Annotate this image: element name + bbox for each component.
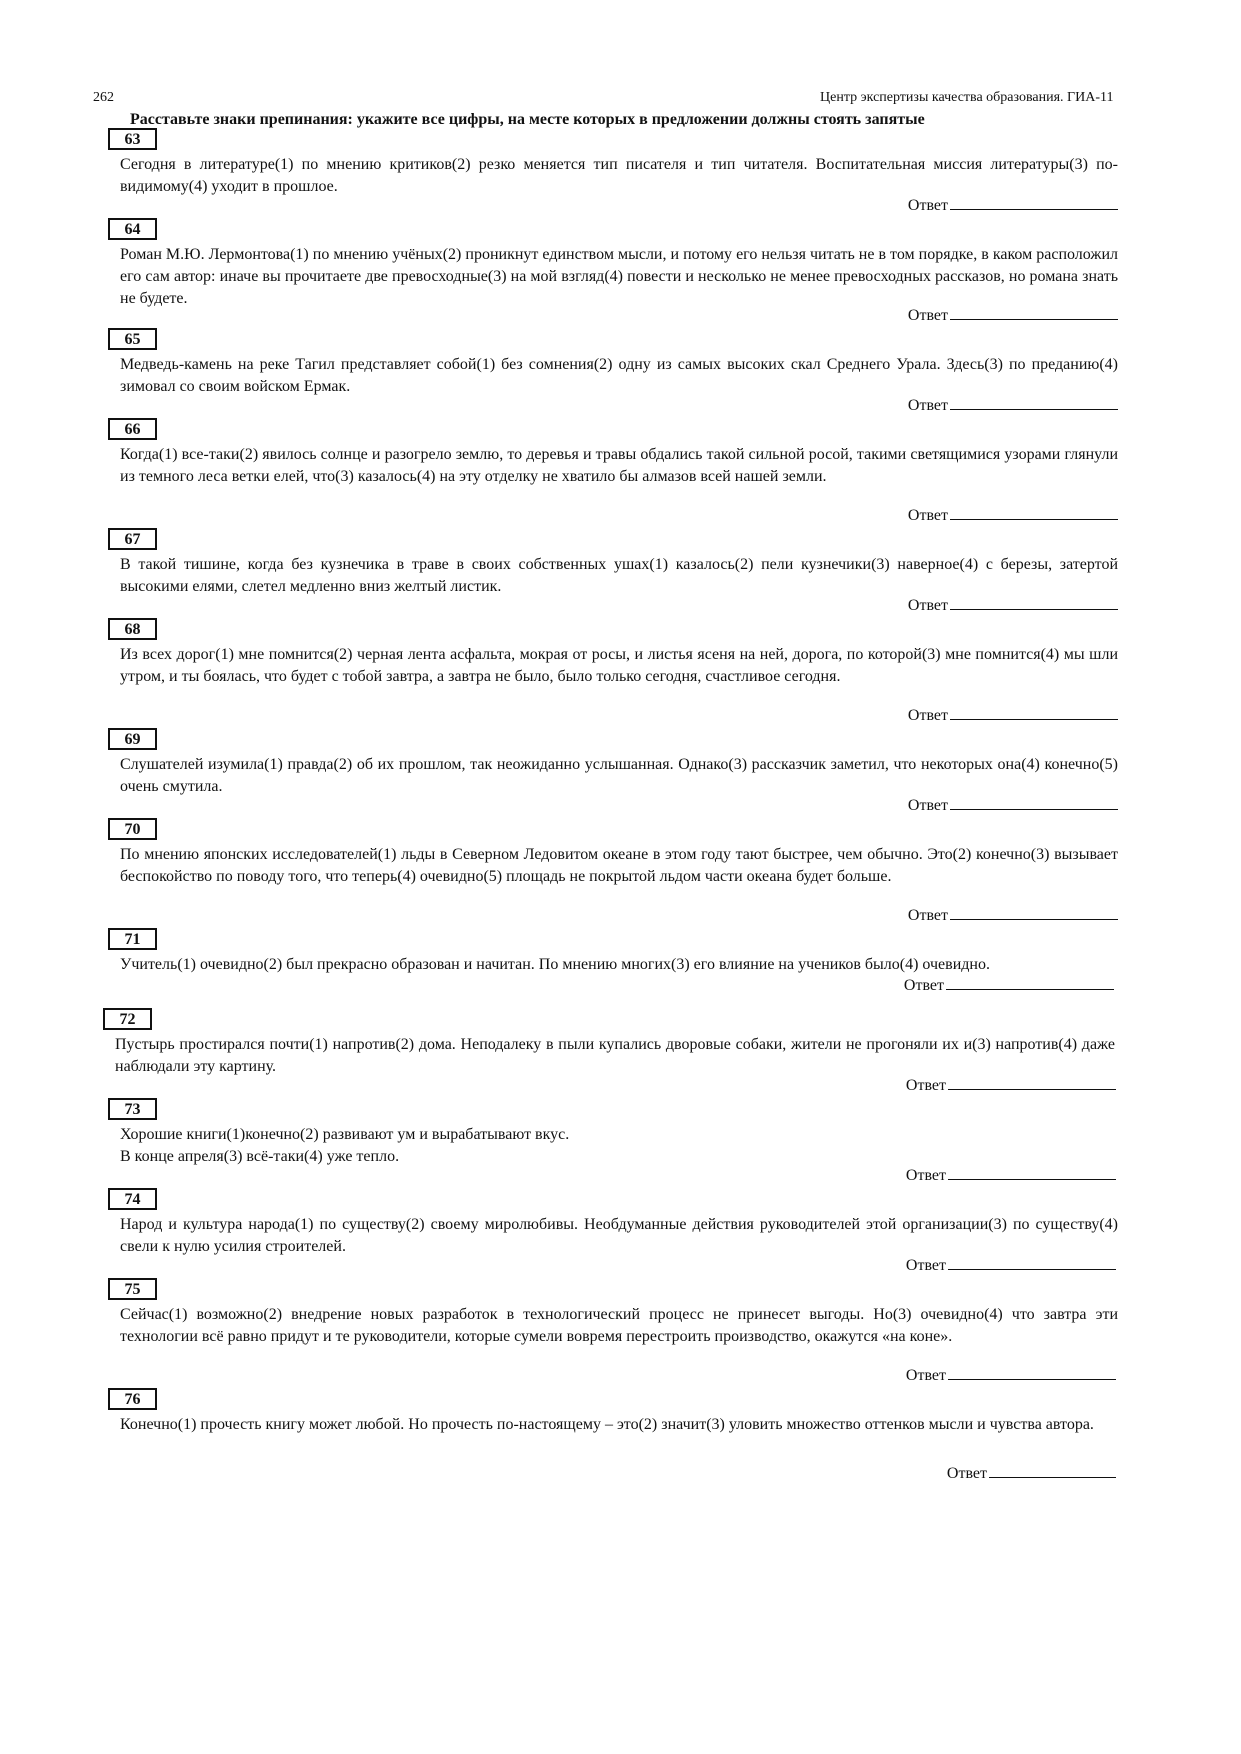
task-number: 68 [108, 618, 157, 640]
answer-label: Ответ [946, 1465, 987, 1482]
answer-field[interactable] [908, 394, 1118, 416]
task-text: Роман М.Ю. Лермонтова(1) по мнению учёных(2) проникнут единством мысли, и потому его нельзя читать не в том порядке, в каком расположил его сам автор: иначе вы прочитаете две превосходные(3) на мой взгляд(4) повести и несколько не менее превосходных рассказов, но романа знать не будете. [120, 246, 1118, 307]
answer-field[interactable] [908, 594, 1118, 616]
task-number: 71 [108, 928, 157, 950]
answer-label: Ответ [907, 797, 948, 814]
task-text-line: Хорошие книги(1)конечно(2) развивают ум и вырабатывают вкус. [120, 1126, 570, 1143]
answer-field[interactable] [904, 974, 1114, 996]
answer-label: Ответ [905, 1077, 946, 1094]
task-text: Когда(1) все-таки(2) явилось солнце и разогрело землю, то деревья и травы обдались такой сильной росой, такими светящимися узорами глянули из темного леса ветки елей, что(3) казалось(4) на эту отделку не хватило бы алмазов всей нашей земли. [120, 446, 1118, 485]
task-number: 74 [108, 1188, 157, 1210]
answer-label: Ответ [907, 197, 948, 214]
task-65 [108, 328, 1118, 418]
answer-field[interactable] [908, 794, 1118, 816]
task-63 [108, 128, 1118, 218]
task-number: 76 [108, 1388, 157, 1410]
task-number: 67 [108, 528, 157, 550]
task-number: 69 [108, 728, 157, 750]
answer-line[interactable] [948, 1164, 1116, 1180]
task-number: 66 [108, 418, 157, 440]
answer-label: Ответ [907, 597, 948, 614]
answer-field[interactable] [906, 1164, 1116, 1186]
task-text: Учитель(1) очевидно(2) был прекрасно образован и начитан. По мнению многих(3) его влияние на учеников было(4) очевидно. [120, 956, 990, 973]
answer-label: Ответ [903, 977, 944, 994]
answer-field[interactable] [906, 1074, 1116, 1096]
task-number: 70 [108, 818, 157, 840]
task-number: 63 [108, 128, 157, 150]
task-text: Конечно(1) прочесть книгу может любой. Но прочесть по-настоящему – это(2) значит(3) уловить множество оттенков мысли и чувства автора. [120, 1416, 1094, 1433]
task-text: Слушателей изумила(1) правда(2) об их прошлом, так неожиданно услышанная. Однако(3) рассказчик заметил, что некоторых она(4) конечно(5) очень смутила. [120, 756, 1118, 795]
answer-label: Ответ [907, 507, 948, 524]
task-number: 65 [108, 328, 157, 350]
answer-line[interactable] [950, 304, 1118, 320]
answer-field[interactable] [947, 1462, 1116, 1484]
task-68 [108, 618, 1118, 728]
answer-field[interactable] [908, 904, 1118, 926]
task-text: Из всех дорог(1) мне помнится(2) черная лента асфальта, мокрая от росы, и листья ясеня на ней, дорога, по которой(3) мне помнится(4) мы шли утром, и ты боялась, что будет с тобой завтра, а завтра не было, было только сегодня, счастливое сегодня. [120, 646, 1118, 685]
task-text: Народ и культура народа(1) по существу(2) своему миролюбивы. Необдуманные действия руководителей этой организации(3) по существу(4) свели к нулю усилия строителей. [120, 1216, 1118, 1255]
task-75 [108, 1278, 1118, 1388]
task-number: 72 [103, 1008, 152, 1030]
answer-line[interactable] [950, 504, 1118, 520]
instruction: Расставьте знаки препинания: укажите все цифры, на месте которых в предложении должны стоять запятые [130, 111, 925, 128]
task-67 [108, 528, 1118, 618]
task-71 [108, 928, 1118, 1008]
answer-label: Ответ [905, 1167, 946, 1184]
task-text: Медведь-камень на реке Тагил представляет собой(1) без сомнения(2) одну из самых высоких скал Среднего Урала. Здесь(3) по преданию(4) зимовал со своим войском Ермак. [120, 356, 1118, 395]
answer-field[interactable] [906, 1364, 1116, 1386]
page-number: 262 [93, 90, 114, 105]
task-text: Пустырь простирался почти(1) напротив(2) дома. Неподалеку в пыли купались дворовые собаки, жители не прогоняли их и(3) напротив(4) даже наблюдали эту картину. [115, 1036, 1115, 1075]
answer-field[interactable] [908, 504, 1118, 526]
answer-field[interactable] [908, 304, 1118, 326]
answer-label: Ответ [907, 307, 948, 324]
answer-label: Ответ [907, 907, 948, 924]
task-text: В такой тишине, когда без кузнечика в траве в своих собственных ушах(1) казалось(2) пели кузнечики(3) наверное(4) с березы, затертой высокими елями, слетел медленно вниз желтый листик. [120, 556, 1118, 595]
answer-line[interactable] [948, 1254, 1116, 1270]
task-72 [103, 1008, 1116, 1098]
task-74 [108, 1188, 1118, 1278]
page-header: Центр экспертизы качества образования. ГИА-11 [820, 90, 1114, 105]
answer-field[interactable] [908, 704, 1118, 726]
answer-line[interactable] [989, 1462, 1116, 1478]
answer-field[interactable] [908, 194, 1118, 216]
answer-label: Ответ [905, 1257, 946, 1274]
answer-line[interactable] [950, 594, 1118, 610]
task-64 [108, 218, 1118, 328]
answer-line[interactable] [950, 704, 1118, 720]
answer-line[interactable] [948, 1074, 1116, 1090]
answer-line[interactable] [950, 194, 1118, 210]
answer-line[interactable] [950, 794, 1118, 810]
answer-line[interactable] [948, 1364, 1116, 1380]
task-73 [108, 1098, 1118, 1188]
task-text: Сегодня в литературе(1) по мнению критиков(2) резко меняется тип писателя и тип читателя. Воспитательная миссия литературы(3) по-видимому(4) уходит в прошлое. [120, 156, 1118, 195]
answer-line[interactable] [950, 904, 1118, 920]
answer-label: Ответ [905, 1367, 946, 1384]
task-number: 73 [108, 1098, 157, 1120]
task-text-line: В конце апреля(3) всё-таки(4) уже тепло. [120, 1148, 400, 1165]
answer-line[interactable] [950, 394, 1118, 410]
task-text: Сейчас(1) возможно(2) внедрение новых разработок в технологический процесс не принесет выгоды. Но(3) очевидно(4) что завтра эти технологии всё равно придут и те руководители, которые сумели вовремя перестроить производство, окажутся «на коне». [120, 1306, 1118, 1345]
task-69 [108, 728, 1118, 818]
answer-field[interactable] [906, 1254, 1116, 1276]
task-number: 75 [108, 1278, 157, 1300]
answer-label: Ответ [907, 707, 948, 724]
answer-label: Ответ [907, 397, 948, 414]
answer-line[interactable] [946, 974, 1114, 990]
task-66 [108, 418, 1118, 528]
task-text: По мнению японских исследователей(1) льды в Северном Ледовитом океане в этом году тают быстрее, чем обычно. Это(2) конечно(3) вызывает беспокойство по поводу того, что теперь(4) очевидно(5) площадь не покрытой льдом части океана будет больше. [120, 846, 1118, 885]
task-number: 64 [108, 218, 157, 240]
task-text [120, 1124, 1118, 1168]
task-70 [108, 818, 1118, 928]
task-76 [108, 1388, 1118, 1488]
